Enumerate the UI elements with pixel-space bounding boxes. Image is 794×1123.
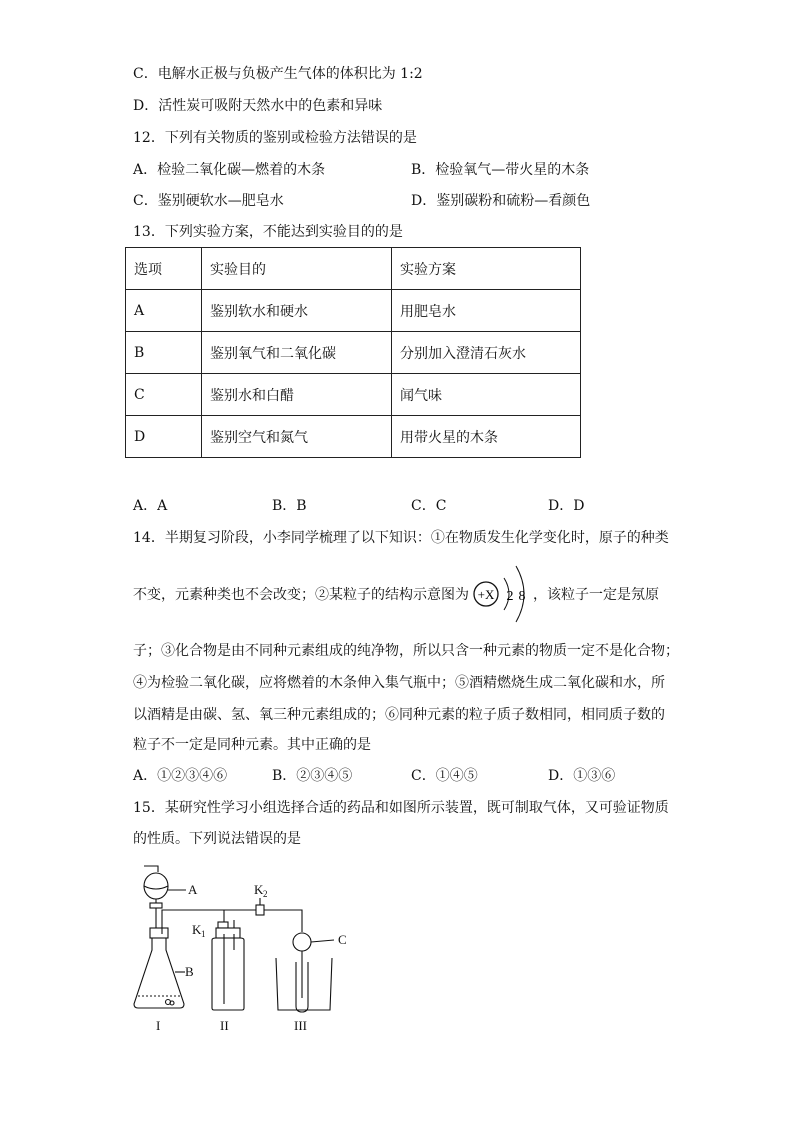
label-b: B bbox=[185, 964, 194, 979]
q12-stem: 12．下列有关物质的鉴别或检验方法错误的是 bbox=[133, 130, 417, 146]
gas-washing-bottle bbox=[212, 938, 244, 1010]
funnel-stopcock bbox=[150, 903, 162, 908]
label-a: A bbox=[188, 882, 198, 897]
drying-bulb bbox=[293, 933, 311, 951]
table-cell: 鉴别空气和氮气 bbox=[202, 416, 392, 458]
q14-line-2b: ，该粒子一定是氖原 bbox=[533, 587, 659, 603]
table-row bbox=[126, 374, 581, 416]
gas-apparatus-figure bbox=[128, 858, 368, 1038]
table-cell: A bbox=[126, 290, 202, 332]
label-iii: III bbox=[294, 1018, 307, 1033]
q14-line-6: 粒子不一定是同种元素。其中正确的是 bbox=[133, 737, 371, 753]
experiment-table bbox=[125, 247, 581, 458]
table-header-cell: 实验方案 bbox=[392, 248, 581, 290]
table-cell: 鉴别软水和硬水 bbox=[202, 290, 392, 332]
table-row bbox=[126, 416, 581, 458]
label-k2-subscript: 2 bbox=[263, 889, 268, 899]
q12-option-c: C．鉴别硬软水—肥皂水 bbox=[133, 193, 284, 209]
q13-stem: 13．下列实验方案，不能达到实验目的的是 bbox=[133, 224, 403, 240]
beaker bbox=[276, 958, 332, 1010]
q12-option-b: B．检验氧气—带火星的木条 bbox=[411, 162, 590, 178]
table-row bbox=[126, 332, 581, 374]
q14-line-5: 以酒精是由碳、氢、氧三种元素组成的；⑥同种元素的粒子质子数相同，相同质子数的 bbox=[133, 707, 665, 723]
funnel-stopper bbox=[144, 866, 158, 872]
q14-line-4: ④为检验二氧化碳，应将燃着的木条伸入集气瓶中；⑤酒精燃烧生成二氧化碳和水，所 bbox=[133, 675, 665, 691]
table-row bbox=[126, 290, 581, 332]
q13-option-b: B．B bbox=[272, 498, 307, 514]
q15-line-2: 的性质。下列说法错误的是 bbox=[133, 831, 301, 847]
table-cell: B bbox=[126, 332, 202, 374]
q14-option-d: D．①③⑥ bbox=[548, 768, 616, 784]
q14-line-2a: 不变，元素种类也不会改变；②某粒子的结构示意图为 bbox=[133, 587, 469, 603]
flask-stopper bbox=[150, 928, 168, 938]
table-header-cell: 选项 bbox=[126, 248, 202, 290]
table-cell: C bbox=[126, 374, 202, 416]
shell-1-electrons: 2 bbox=[506, 589, 514, 604]
table-cell: 分别加入澄清石灰水 bbox=[392, 332, 581, 374]
label-k1-subscript: 1 bbox=[201, 929, 206, 939]
q12-option-a: A．检验二氧化碳—燃着的木条 bbox=[133, 162, 326, 178]
q14-line-3: 子；③化合物是由不同种元素组成的纯净物，所以只含一种元素的物质一定不是化合物； bbox=[133, 643, 679, 659]
separatory-funnel bbox=[144, 873, 168, 899]
table-cell: D bbox=[126, 416, 202, 458]
label-k2: K bbox=[254, 882, 264, 897]
label-ii: II bbox=[220, 1018, 229, 1033]
k2-valve bbox=[256, 905, 264, 915]
table-header-row bbox=[126, 248, 581, 290]
q14-option-c: C．①④⑤ bbox=[411, 768, 478, 784]
q11-option-c: C．电解水正极与负极产生气体的体积比为 1:2 bbox=[133, 66, 423, 82]
q14-option-b: B．②③④⑤ bbox=[272, 768, 353, 784]
q11-option-d: D．活性炭可吸附天然水中的色素和异味 bbox=[133, 98, 383, 114]
table-cell: 用带火星的木条 bbox=[392, 416, 581, 458]
q13-option-c: C．C bbox=[411, 498, 447, 514]
k1-valve bbox=[218, 922, 228, 928]
funnel-liquid-line bbox=[144, 886, 168, 889]
table-cell: 鉴别水和白醋 bbox=[202, 374, 392, 416]
conical-flask bbox=[134, 938, 184, 1008]
label-c: C bbox=[338, 932, 347, 947]
q14-line-1: 14．半期复习阶段，小李同学梳理了以下知识：①在物质发生化学变化时，原子的种类 bbox=[133, 530, 669, 546]
q14-option-a: A．①②③④⑥ bbox=[133, 768, 228, 784]
label-c-pointer bbox=[311, 940, 334, 942]
label-k1: K bbox=[192, 922, 202, 937]
q15-line-1: 15．某研究性学习小组选择合适的药品和如图所示装置，既可制取气体，又可验证物质 bbox=[133, 800, 669, 816]
label-i: I bbox=[156, 1018, 161, 1033]
nucleus-charge: +X bbox=[477, 587, 495, 602]
q13-option-d: D．D bbox=[548, 498, 585, 514]
table-cell: 用肥皂水 bbox=[392, 290, 581, 332]
q12-option-d: D．鉴别碳粉和硫粉—看颜色 bbox=[411, 193, 591, 209]
table-cell: 闻气味 bbox=[392, 374, 581, 416]
table-cell: 鉴别氧气和二氧化碳 bbox=[202, 332, 392, 374]
shell-2-electrons: 8 bbox=[518, 589, 526, 604]
table-header-cell: 实验目的 bbox=[202, 248, 392, 290]
q13-option-a: A．A bbox=[133, 498, 168, 514]
bottle-stopper bbox=[216, 928, 240, 938]
